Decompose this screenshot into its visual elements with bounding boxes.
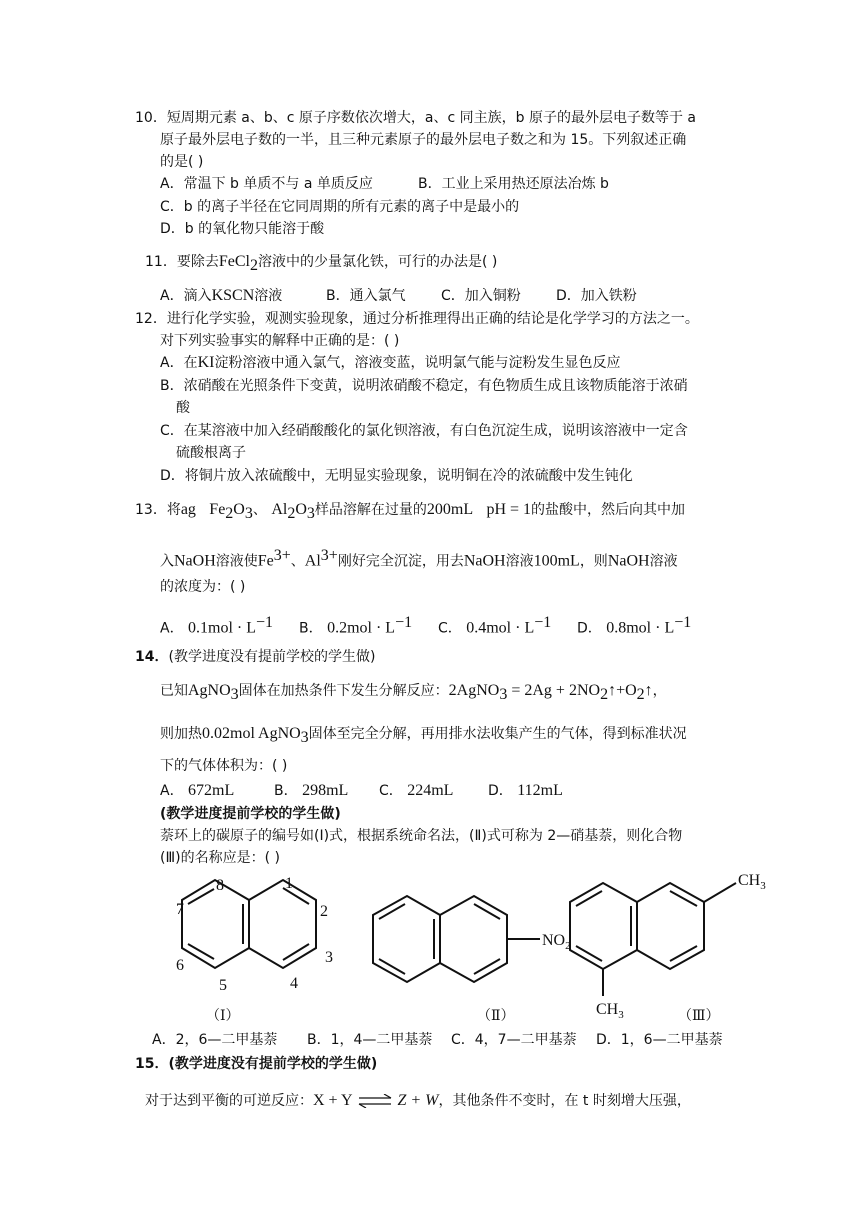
equilibrium-arrows-icon: [357, 1094, 393, 1108]
position-label-4: 4: [290, 975, 298, 992]
q14-sub-stem-line1: 萘环上的碳原子的编号如(Ⅰ)式，根据系统命名法，(Ⅱ)式可称为 2—硝基萘，则化合物: [160, 828, 683, 844]
position-label-3: 3: [325, 949, 333, 966]
q13-stem-line1: 13．将ag $Fe_2O_3$、 $Al_2O_3$样品溶解在过量的200mL pH = 1的盐酸中，然后向其中加: [135, 501, 686, 522]
q13-stem-line3: 的浓度为：( ): [160, 579, 246, 595]
q13-option-c: C． $0.4mol \cdot L^{-1}$: [438, 614, 552, 637]
q14-option-b: B． 298mL: [274, 782, 349, 799]
q11-option-d: D．加入铁粉: [556, 288, 637, 304]
q13-option-b: B． $0.2mol \cdot L^{-1}$: [299, 614, 413, 637]
q14-stem-line3: 下的气体体积为：( ): [160, 758, 288, 774]
methyl-group-label-bottom: $CH_3$: [596, 1001, 624, 1021]
methyl-group-label-top: $CH_3$: [738, 872, 766, 892]
q10-stem-line3: 的是( ): [160, 154, 204, 170]
caption-structure-i: （Ⅰ）: [206, 1009, 240, 1024]
position-label-7: 7: [176, 901, 184, 918]
q12-option-a: A．在KI淀粉溶液中通入氯气，溶液变蓝，说明氯气能与淀粉发生显色反应: [160, 354, 621, 371]
nitro-group-label: $NO_2$: [542, 932, 571, 952]
q14-stem-line2: 则加热0.02mol AgNO$_3$固体至完全分解，再用排水法收集产生的气体，得到标准状况: [160, 725, 687, 746]
q12-option-b-line2: 酸: [176, 400, 190, 416]
structure-i-numbers: [176, 875, 333, 994]
q13-stem-line2: 入NaOH溶液使$Fe^{3+}$、$Al^{3+}$刚好完全沉淀，用去NaOH溶液100mL，则NaOH溶液: [160, 547, 678, 570]
q12-option-d: D．将铜片放入浓硫酸中，无明显实验现象，说明铜在冷的浓硫酸中发生钝化: [160, 468, 633, 484]
structure-i: [182, 880, 316, 968]
q10-option-b: B．工业上采用热还原法冶炼 b: [418, 176, 609, 192]
q12-option-b-line1: B．浓硝酸在光照条件下变黄，说明浓硝酸不稳定，有色物质生成且该物质能溶于浓硝: [160, 378, 688, 394]
position-label-1: 1: [285, 875, 293, 892]
naphthalene-structures-figure: [0, 868, 860, 1028]
q11-option-c: C．加入铜粉: [441, 288, 521, 304]
q12-stem-line1: 12．进行化学实验，观测实验现象，通过分析推理得出正确的结论是化学学习的方法之一。: [135, 311, 699, 327]
structure-iii: [570, 883, 736, 996]
q14-note-advance: (教学进度提前学校的学生做): [160, 806, 341, 822]
q14-note-no-advance: 14．(教学进度没有提前学校的学生做): [135, 649, 376, 665]
q14-stem-line1: 已知AgNO$_3$固体在加热条件下发生分解反应：2AgNO$_3$ = $2Ag + 2NO_2↑+O_2↑$，: [160, 682, 667, 703]
q13-option-a: A． $0.1mol \cdot L^{-1}$: [160, 614, 274, 637]
position-label-2: 2: [320, 903, 328, 920]
q15-note: 15．(教学进度没有提前学校的学生做): [135, 1056, 378, 1072]
q14-sub-option-a: A．2，6—二甲基萘: [152, 1032, 278, 1048]
q12-option-c-line2: 硫酸根离子: [176, 445, 246, 461]
q15-stem: 对于达到平衡的可逆反应：X + Y Z + W，其他条件不变时，在 t 时刻增大压强，: [145, 1092, 691, 1109]
q10-stem-line2: 原子最外层电子数的一半，且三种元素原子的最外层电子数之和为 15。下列叙述正确: [160, 132, 687, 148]
q14-option-a: A． 672mL: [160, 782, 235, 799]
caption-structure-iii: （Ⅲ）: [678, 1009, 720, 1024]
q10-stem-line1: 10．短周期元素 a、b、c 原子序数依次增大，a、c 同主族，b 原子的最外层电子数等于 a: [135, 110, 696, 126]
q11-stem: 11．要除去FeCl$_2$溶液中的少量氯化铁，可行的办法是( ): [145, 253, 498, 274]
q13-option-d: D． $0.8mol \cdot L^{-1}$: [577, 614, 692, 637]
q11-option-a: A．滴入KSCN溶液: [160, 287, 283, 304]
q12-stem-line2: 对下列实验事实的解释中正确的是：( ): [160, 333, 400, 349]
q14-sub-option-b: B．1，4—二甲基萘: [307, 1032, 433, 1048]
q14-option-c: C． 224mL: [379, 782, 454, 799]
q14-option-d: D． 112mL: [488, 782, 563, 799]
q10-option-c: C．b 的离子半径在它同周期的所有元素的离子中是最小的: [160, 199, 520, 215]
q14-sub-option-c: C．4，7—二甲基萘: [451, 1032, 577, 1048]
q11-option-b: B．通入氯气: [326, 288, 406, 304]
position-label-6: 6: [176, 957, 184, 974]
q14-sub-option-d: D．1，6—二甲基萘: [596, 1032, 723, 1048]
q14-sub-stem-line2: (Ⅲ)的名称应是：( ): [160, 850, 280, 866]
q10-option-d: D．b 的氧化物只能溶于酸: [160, 221, 325, 237]
caption-structure-ii: （Ⅱ）: [477, 1009, 515, 1024]
position-label-8: 8: [216, 877, 224, 894]
structure-ii: [373, 896, 540, 982]
position-label-5: 5: [219, 977, 227, 994]
q10-option-a: A．常温下 b 单质不与 a 单质反应: [160, 176, 373, 192]
q12-option-c-line1: C．在某溶液中加入经硝酸酸化的氯化钡溶液，有白色沉淀生成，说明该溶液中一定含: [160, 423, 688, 439]
